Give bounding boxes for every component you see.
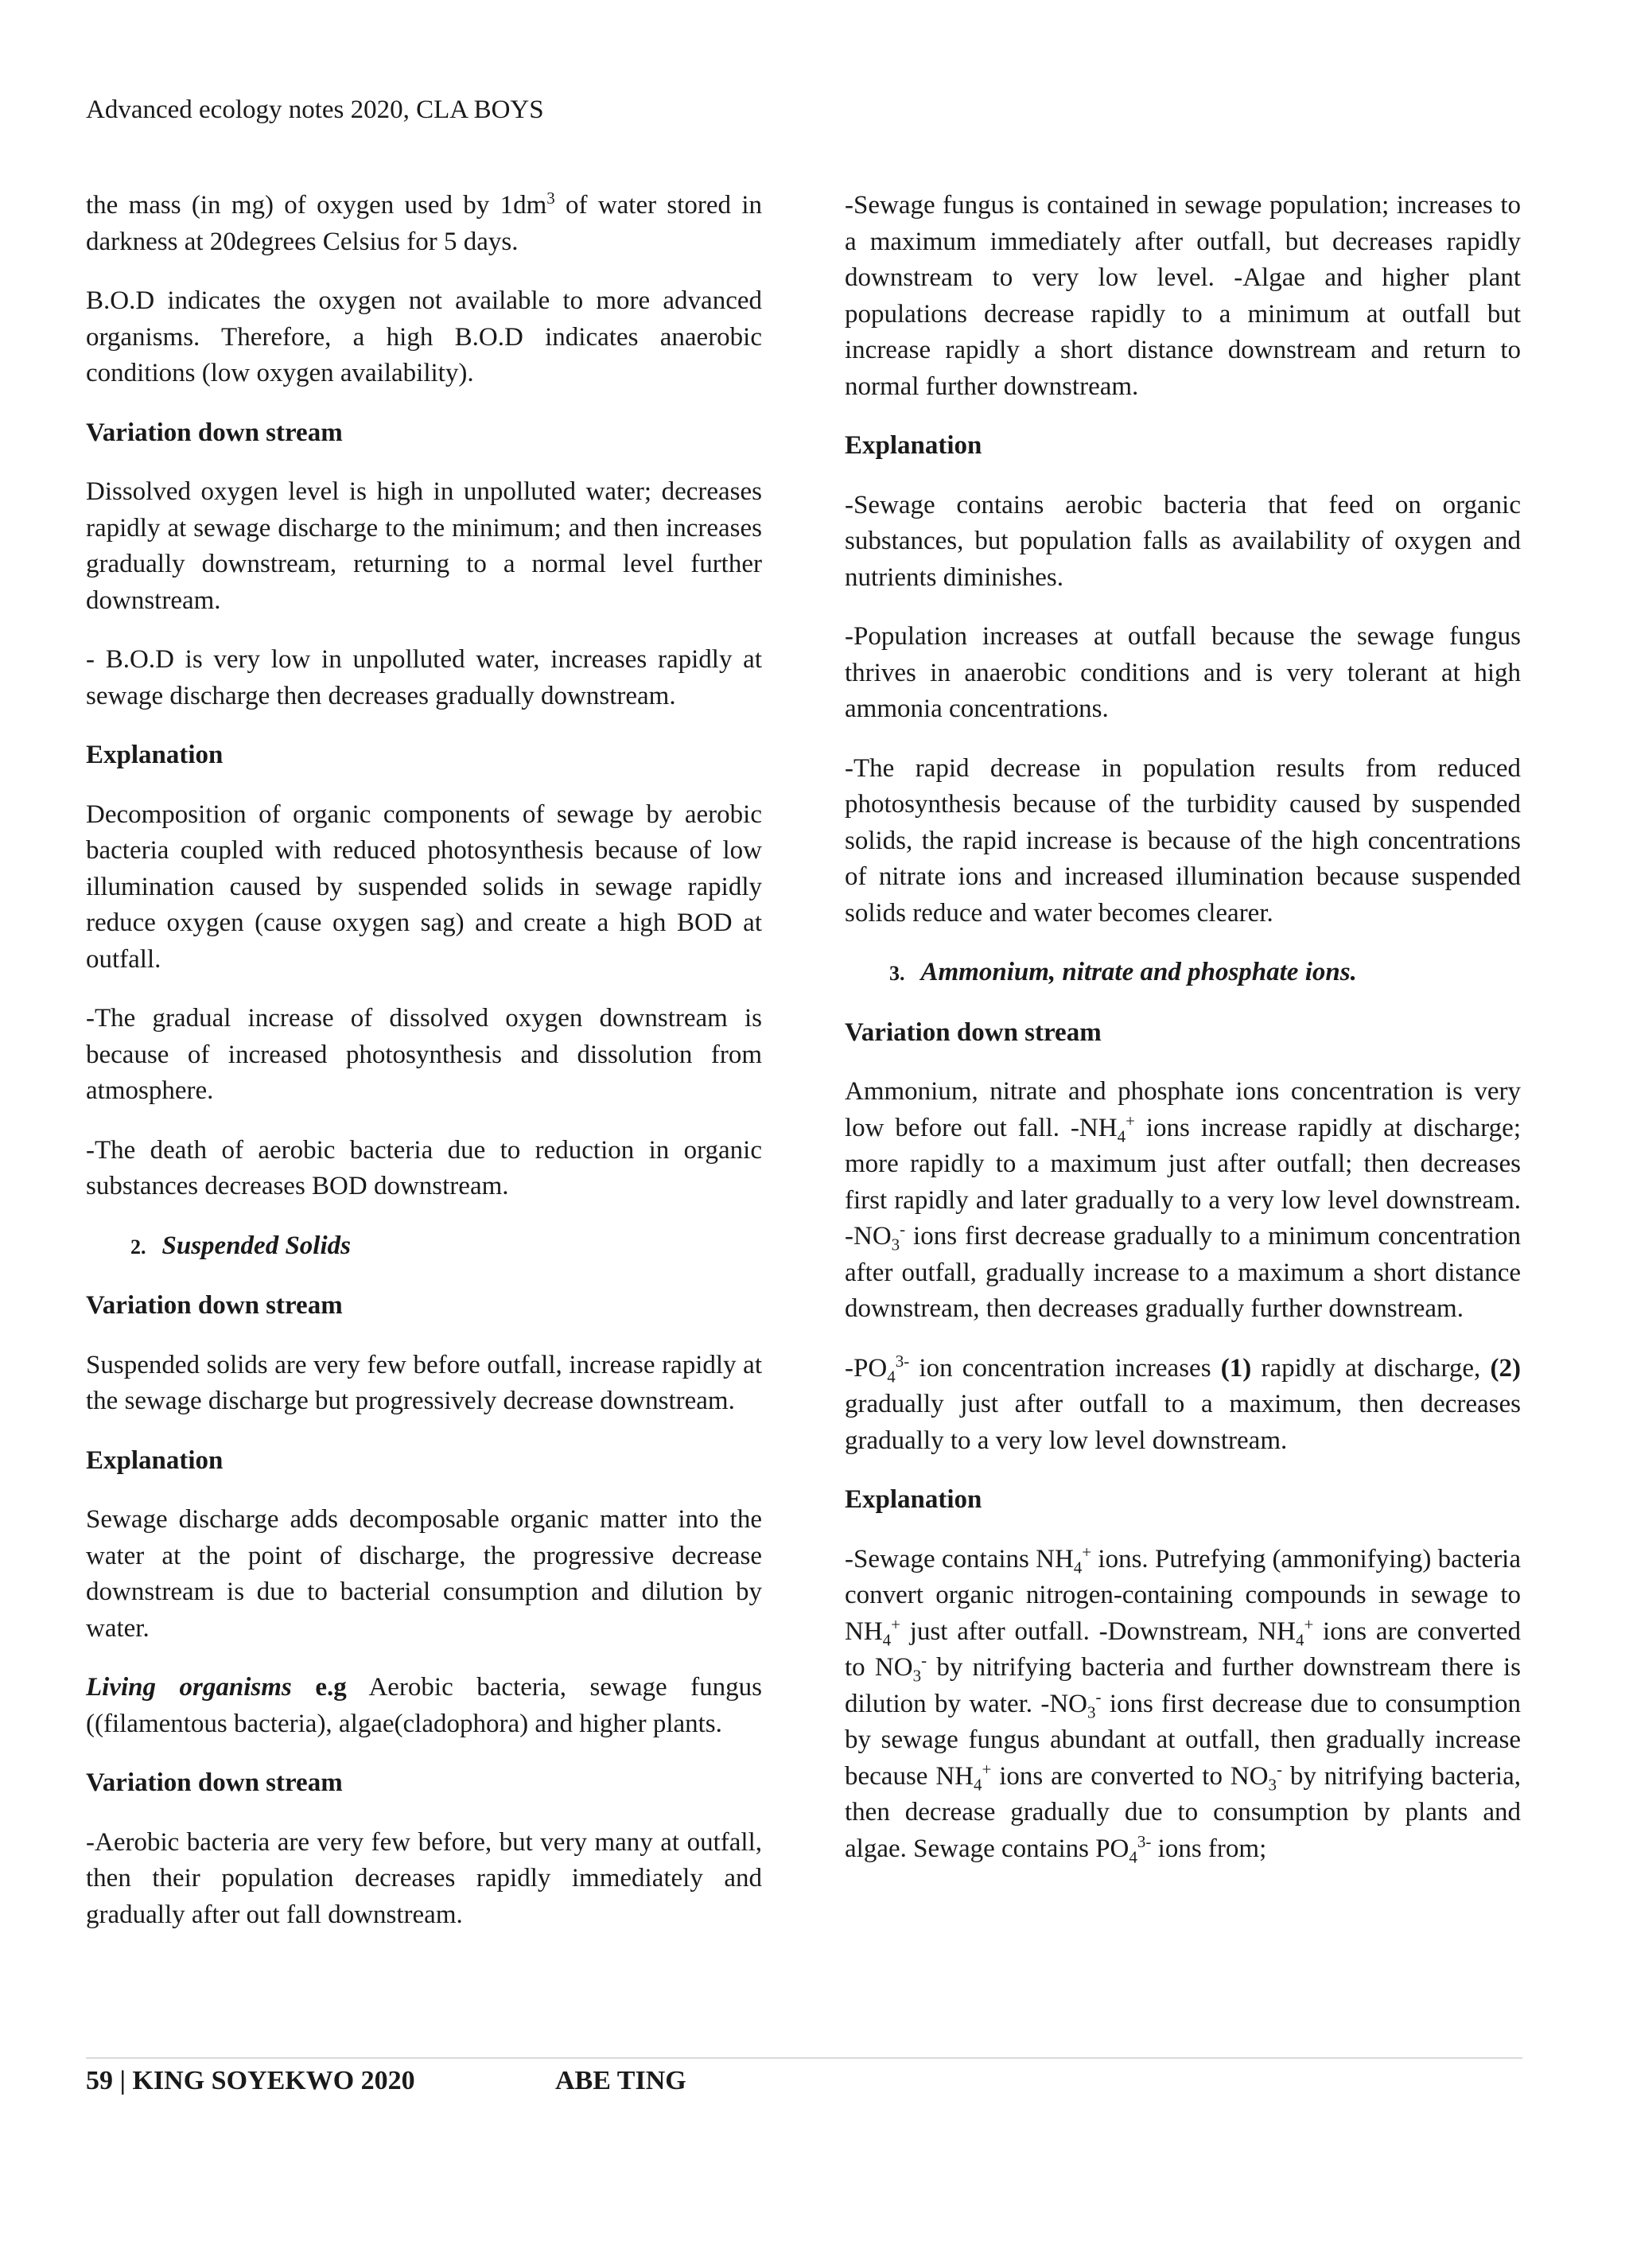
subheading: Variation down stream — [86, 1768, 343, 1797]
paragraph: Suspended solids are very few before outfall, increase rapidly at the sewage discharge but progressively decrease downstream. — [86, 1350, 762, 1415]
paragraph: $-PO_4^{3-}$ ion concentration increases (1) rapidly at discharge, (2) gradually just after outfall to a maximum, then decreases gradually to a very low level downstream. — [845, 1351, 1522, 1455]
footer-author: ABE TING — [555, 2066, 686, 2095]
paragraph: B.O.D indicates the oxygen not available to more advanced organisms. Therefore, a high B.O.D indicates anaerobic conditions (low oxygen availability). — [86, 286, 762, 387]
subheading: Variation down stream — [86, 418, 343, 447]
paragraph-living-organisms: Living organisms e.g Aerobic bacteria, sewage fungus ((filamentous bacteria), algae(cladophora) and higher plants. — [86, 1673, 762, 1738]
subheading: Explanation — [845, 431, 982, 460]
paragraph: Dissolved oxygen level is high in unpolluted water; decreases rapidly at sewage discharge to the minimum; and then increases gradually downstream, returning to a normal level further downstream. — [86, 477, 762, 615]
page-header: Advanced ecology notes 2020, CLA BOYS — [86, 95, 544, 124]
left-column — [86, 188, 762, 1956]
paragraph: -The death of aerobic bacteria due to reduction in organic substances decreases BOD downstream. — [86, 1135, 762, 1200]
paragraph: -Population increases at outfall because the sewage fungus thrives in anaerobic conditions and is very tolerant at high ammonia concentrations. — [845, 622, 1521, 723]
subheading: Explanation — [845, 1485, 982, 1514]
paragraph: Sewage discharge adds decomposable organic matter into the water at the point of discharge, the progressive decrease downstream is due to bacterial consumption and dilution by water. — [86, 1505, 762, 1643]
subheading: Explanation — [86, 1445, 224, 1475]
section-heading-ions: 3. Ammonium, nitrate and phosphate ions. — [889, 958, 1357, 986]
paragraph: - B.O.D is very low in unpolluted water, increases rapidly at sewage discharge then decreases gradually downstream. — [86, 645, 762, 710]
right-column — [845, 188, 1521, 1890]
paragraph: -Sewage fungus is contained in sewage population; increases to a maximum immediately after outfall, but decreases rapidly downstream to very low level. -Algae and higher plant populations decrease rapidly to a minimum at outfall but increase rapidly a short distance downstream and return to normal further downstream. — [845, 191, 1521, 401]
subheading: Variation down stream — [845, 1017, 1102, 1047]
subheading: Explanation — [86, 741, 224, 769]
paragraph: -The rapid decrease in population results from reduced photosynthesis because of the turbidity caused by suspended solids, the rapid increase is because of the high concentrations of nitrate ions and increased illumination because suspended solids reduce and water becomes clearer. — [845, 753, 1521, 928]
footer-page-number: 59 | KING SOYEKWO 2020 — [86, 2066, 415, 2095]
paragraph: Decomposition of organic components of sewage by aerobic bacteria coupled with reduced photosynthesis because of low illumination caused by suspended solids in sewage rapidly reduce oxygen (cause oxygen sag) and create a high BOD at outfall. — [86, 799, 762, 974]
paragraph: -Sewage contains aerobic bacteria that feed on organic substances, but population falls as availability of oxygen and nutrients diminishes. — [845, 490, 1521, 592]
paragraph: -The gradual increase of dissolved oxygen downstream is because of increased photosynthesis and dissolution from atmosphere. — [86, 1004, 762, 1105]
subheading: Variation down stream — [86, 1291, 343, 1320]
section-heading-suspended-solids: 2. Suspended Solids — [130, 1231, 351, 1260]
page-footer — [86, 2064, 686, 2099]
paragraph: -Aerobic bacteria are very few before, but very many at outfall, then their population decreases rapidly immediately and gradually after out fall downstream. — [86, 1827, 762, 1929]
paragraph: Ammonium, nitrate and phosphate ions concentration is very low before out fall. $-NH_4^+$ ions increase rapidly at discharge; more rapidly to a maximum just after outfall; then decreases first rapidly and later gradually to a very low level downstream. $-NO_3^-$ ions first decrease gradually to a minimum concentration after outfall, gradually increase to a maximum a short distance downstream, then decreases gradually further downstream. — [845, 1077, 1521, 1323]
footer-divider — [86, 2057, 1522, 2059]
paragraph: -Sewage contains $NH_4^+$ ions. Putrefying (ammonifying) bacteria convert organic nitrogen-containing compounds in sewage to $NH_4^+$ just after outfall. -Downstream, $NH_4^+$ ions are converted to $NO_3^-$ by nitrifying bacteria and further downstream there is dilution by water. $-NO_3^-$ ions first decrease due to consumption by sewage fungus abundant at outfall, then gradually increase because $NH_4^+$ ions are converted to $NO_3^-$ by nitrifying bacteria, then decrease gradually due to consumption by plants and algae. Sewage contains $PO_4^{3-}$ ions from; — [845, 1542, 1521, 1867]
paragraph: the mass (in mg) of oxygen used by $1dm^3$ of water stored in darkness at 20degrees Celsius for 5 days. — [86, 189, 762, 256]
